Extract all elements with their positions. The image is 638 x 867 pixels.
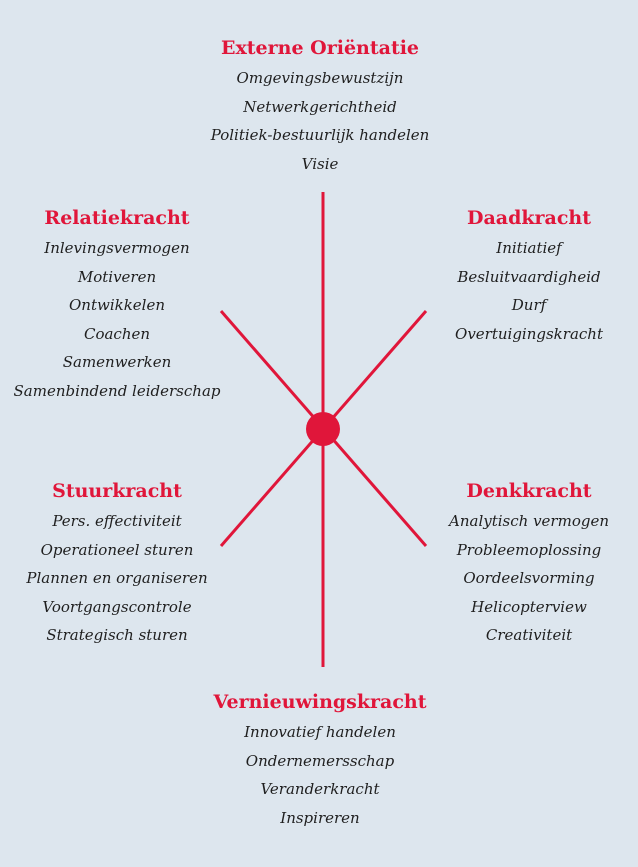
list-item: Samenbindend leiderschap xyxy=(13,381,221,400)
group-items xyxy=(213,718,426,832)
group-denkkracht xyxy=(449,479,609,650)
list-item: Overtuigingskracht xyxy=(455,324,603,343)
group-daadkracht xyxy=(455,206,603,348)
group-externe-orientatie xyxy=(211,36,430,178)
list-item: Inlevingsvermogen xyxy=(44,239,190,257)
list-item: Voortgangscontrole xyxy=(42,597,192,616)
group-relatiekracht xyxy=(14,206,221,406)
list-item: Creativiteit xyxy=(485,626,573,645)
list-item: Ontwikkelen xyxy=(68,296,166,315)
list-item: Besluitvaardigheid xyxy=(457,267,601,286)
list-item: Oordeelsvorming xyxy=(463,569,595,588)
group-title: Stuurkracht xyxy=(52,480,182,502)
group-items xyxy=(449,507,609,650)
list-item: Netwerkgerichtheid xyxy=(243,97,397,116)
list-item: Pers. effectiviteit xyxy=(52,512,182,530)
group-title: Relatiekracht xyxy=(44,207,190,229)
list-item: Helicopterview xyxy=(471,597,587,616)
group-title: Denkkracht xyxy=(466,480,592,502)
group-title: Vernieuwingskracht xyxy=(213,691,427,713)
list-item: Strategisch sturen xyxy=(46,626,188,645)
list-item: Motiveren xyxy=(77,267,157,286)
group-items xyxy=(211,64,430,178)
list-item: Ondernemersschap xyxy=(245,751,395,770)
list-item: Inspireren xyxy=(280,808,360,827)
center-hub xyxy=(306,412,340,446)
list-item: Visie xyxy=(301,154,339,173)
list-item: Analytisch vermogen xyxy=(449,512,609,530)
list-item: Politiek-bestuurlijk handelen xyxy=(210,126,430,145)
list-item: Innovatief handelen xyxy=(244,723,396,741)
list-item: Coachen xyxy=(83,324,151,343)
group-stuurkracht xyxy=(26,479,207,650)
list-item: Plannen en organiseren xyxy=(26,569,208,588)
list-item: Durf xyxy=(511,296,547,315)
list-item: Samenwerken xyxy=(62,353,172,372)
group-title: Externe Oriëntatie xyxy=(220,37,420,59)
list-item: Veranderkracht xyxy=(260,780,380,799)
list-item: Initiatief xyxy=(496,239,562,257)
group-items xyxy=(455,234,603,348)
list-item: Omgevingsbewustzijn xyxy=(236,69,404,87)
group-vernieuwingskracht xyxy=(213,690,426,832)
group-items xyxy=(26,507,207,650)
group-title: Daadkracht xyxy=(466,207,592,229)
list-item: Probleemoplossing xyxy=(456,540,602,559)
list-item: Operationeel sturen xyxy=(40,540,194,559)
group-items xyxy=(14,234,221,406)
